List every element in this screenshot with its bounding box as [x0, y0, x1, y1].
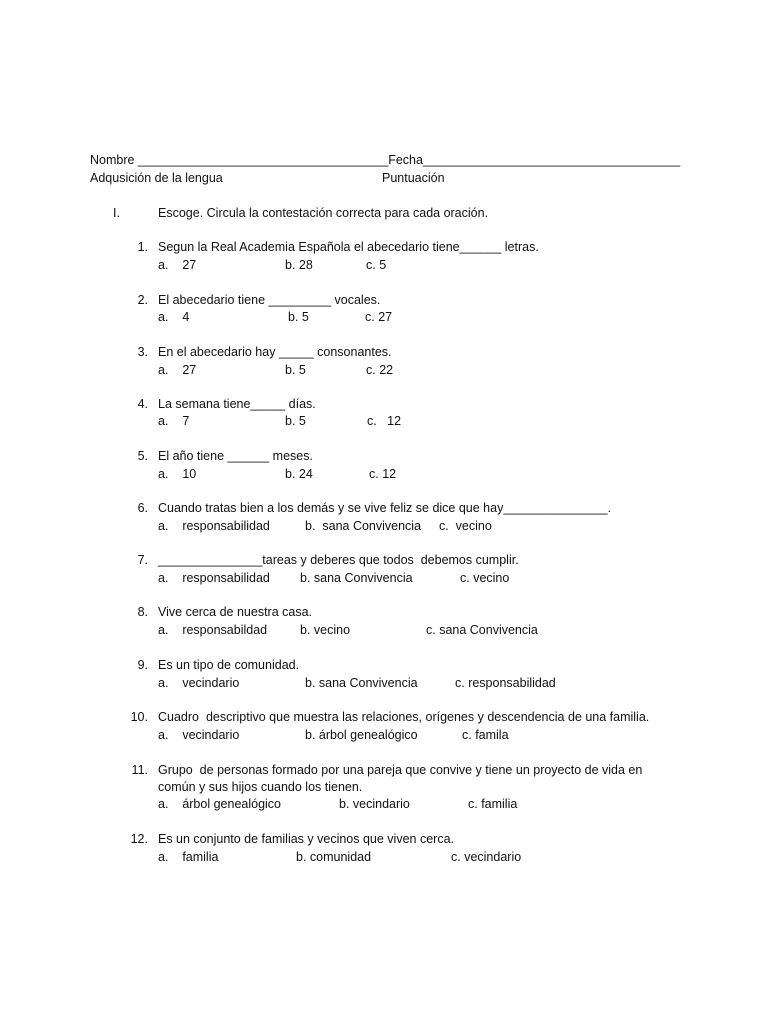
option-b: b. árbol genealógico [305, 728, 418, 742]
question-text: _______________tareas y deberes que todos debemos cumplir. [158, 553, 519, 567]
score-label: Puntuación [382, 171, 445, 185]
option-a: a. 27 [158, 363, 197, 377]
option-c: c. sana Convivencia [426, 623, 538, 637]
question-text: Segun la Real Academia Española el abecedario tiene______ letras. [158, 240, 539, 254]
option-a: a. árbol genealógico [158, 797, 282, 811]
option-b: b. sana Convivencia [305, 676, 418, 690]
option-c: c. responsabilidad [455, 676, 556, 690]
question-number: 1. [137, 240, 148, 254]
option-b: b. comunidad [296, 850, 372, 864]
option-c: c. vecindario [451, 850, 522, 864]
option-a: a. responsabildad [158, 623, 268, 637]
option-c: c. 27 [365, 310, 393, 324]
course-title: Adqusición de la lengua [90, 171, 223, 185]
question-text: La semana tiene_____ días. [158, 397, 316, 411]
option-a: a. responsabilidad [158, 571, 270, 585]
question-text: Es un tipo de comunidad. [158, 658, 300, 672]
question-text: Vive cerca de nuestra casa. [158, 605, 313, 619]
question-number: 12. [130, 832, 148, 846]
option-c: c. 12 [367, 414, 402, 428]
question-text: Es un conjunto de familias y vecinos que viven cerca. [158, 832, 454, 846]
option-c: c. famila [462, 728, 509, 742]
section-instruction: Escoge. Circula la contestación correcta para cada oración. [158, 206, 489, 220]
option-a: a. 4 [158, 310, 190, 324]
option-b: b. vecindario [339, 797, 410, 811]
question-number: 11. [131, 763, 148, 777]
question-text: El abecedario tiene _________ vocales. [158, 293, 381, 307]
option-c: c. 12 [369, 467, 397, 481]
option-b: b. 28 [285, 258, 313, 272]
section-numeral: I. [113, 206, 120, 220]
option-b: b. 24 [285, 467, 313, 481]
option-b: b. sana Convivencia [300, 571, 413, 585]
option-a: a. 27 [158, 258, 197, 272]
question-text: Cuadro descriptivo que muestra las relaciones, orígenes y descendencia de una familia. [158, 710, 650, 724]
option-c: c. 5 [366, 258, 387, 272]
option-a: a. vecindario [158, 676, 240, 690]
option-b: b. sana Convivencia [305, 519, 422, 533]
question-number: 2. [137, 293, 148, 307]
option-a: a. 10 [158, 467, 197, 481]
option-c: c. vecino [439, 519, 492, 533]
question-number: 5. [137, 449, 148, 463]
question-number: 10. [130, 710, 148, 724]
question-text: Cuando tratas bien a los demás y se vive feliz se dice que hay_______________. [158, 501, 612, 515]
question-text: El año tiene ______ meses. [158, 449, 313, 463]
option-a: a. familia [158, 850, 219, 864]
option-a: a. responsabilidad [158, 519, 270, 533]
option-a: a. 7 [158, 414, 190, 428]
question-text-continued: común y sus hijos cuando los tienen. [158, 780, 363, 794]
question-number: 3. [137, 345, 148, 359]
question-number: 7. [137, 553, 148, 567]
question-number: 8. [137, 605, 148, 619]
option-c: c. familia [468, 797, 518, 811]
question-number: 6. [137, 501, 148, 515]
option-c: c. vecino [460, 571, 510, 585]
question-text: Grupo de personas formado por una pareja que convive y tiene un proyecto de vida en [158, 763, 643, 777]
name-date-line: Nombre ____________________________________Fecha_____________________________________ [90, 153, 681, 167]
option-a: a. vecindario [158, 728, 240, 742]
option-b: b. 5 [285, 414, 306, 428]
question-number: 9. [137, 658, 148, 672]
question-text: En el abecedario hay _____ consonantes. [158, 345, 392, 359]
option-b: b. 5 [288, 310, 309, 324]
option-c: c. 22 [366, 363, 394, 377]
option-b: b. vecino [300, 623, 351, 637]
option-b: b. 5 [285, 363, 306, 377]
question-number: 4. [137, 397, 148, 411]
